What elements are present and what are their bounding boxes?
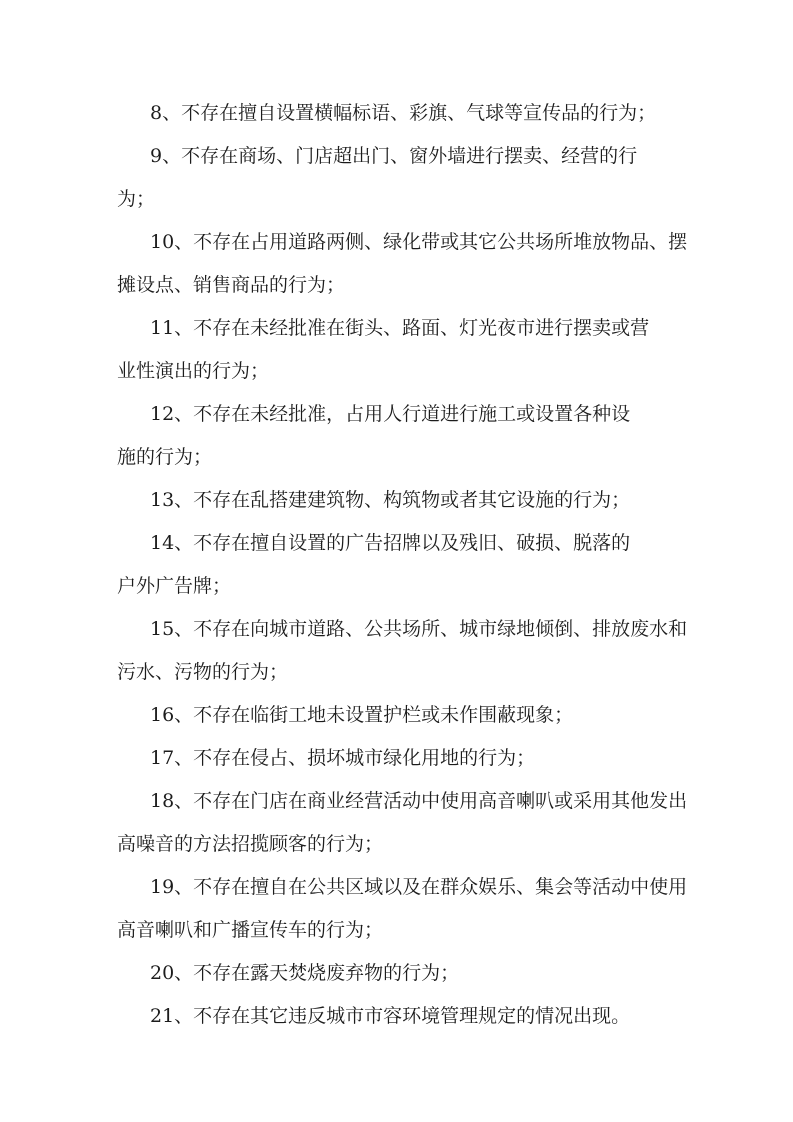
text-line: 摊设点、销售商品的行为； xyxy=(117,274,346,296)
text-line: 21、不存在其它违反城市市容环境管理规定的情况出现。 xyxy=(150,1005,631,1027)
text-line: 高音喇叭和广播宣传车的行为； xyxy=(117,919,384,941)
text-line: 17、不存在侵占、损坏城市绿化用地的行为； xyxy=(150,747,536,769)
text-line: 16、不存在临街工地未设置护栏或未作围蔽现象； xyxy=(150,704,574,726)
text-line: 业性演出的行为； xyxy=(117,360,270,382)
text-line: 12、不存在未经批准，占用人行道进行施工或设置各种设 xyxy=(150,403,631,425)
text-line: 18、不存在门店在商业经营活动中使用高音喇叭或采用其他发出 xyxy=(150,790,688,812)
text-block xyxy=(117,92,737,1038)
text-line: 高噪音的方法招揽顾客的行为； xyxy=(117,833,384,855)
text-line: 8、不存在擅自设置横幅标语、彩旗、气球等宣传品的行为； xyxy=(150,102,657,124)
text-line: 污水、污物的行为； xyxy=(117,661,289,683)
text-line: 施的行为； xyxy=(117,446,213,468)
text-line: 15、不存在向城市道路、公共场所、城市绿地倾倒、排放废水和 xyxy=(150,618,688,640)
text-line: 20、不存在露天焚烧废弃物的行为； xyxy=(150,962,460,984)
text-line: 11、不存在未经批准在街头、路面、灯光夜市进行摆卖或营 xyxy=(150,317,650,339)
text-line: 19、不存在擅自在公共区域以及在群众娱乐、集会等活动中使用 xyxy=(150,876,688,898)
text-line: 9、不存在商场、门店超出门、窗外墙进行摆卖、经营的行 xyxy=(150,145,638,167)
text-line: 14、不存在擅自设置的广告招牌以及残旧、破损、脱落的 xyxy=(150,532,631,554)
text-line: 13、不存在乱搭建建筑物、构筑物或者其它设施的行为； xyxy=(150,489,631,511)
text-line: 户外广告牌； xyxy=(117,575,232,597)
text-line: 10、不存在占用道路两侧、绿化带或其它公共场所堆放物品、摆 xyxy=(150,231,688,253)
text-line: 为； xyxy=(117,188,156,210)
